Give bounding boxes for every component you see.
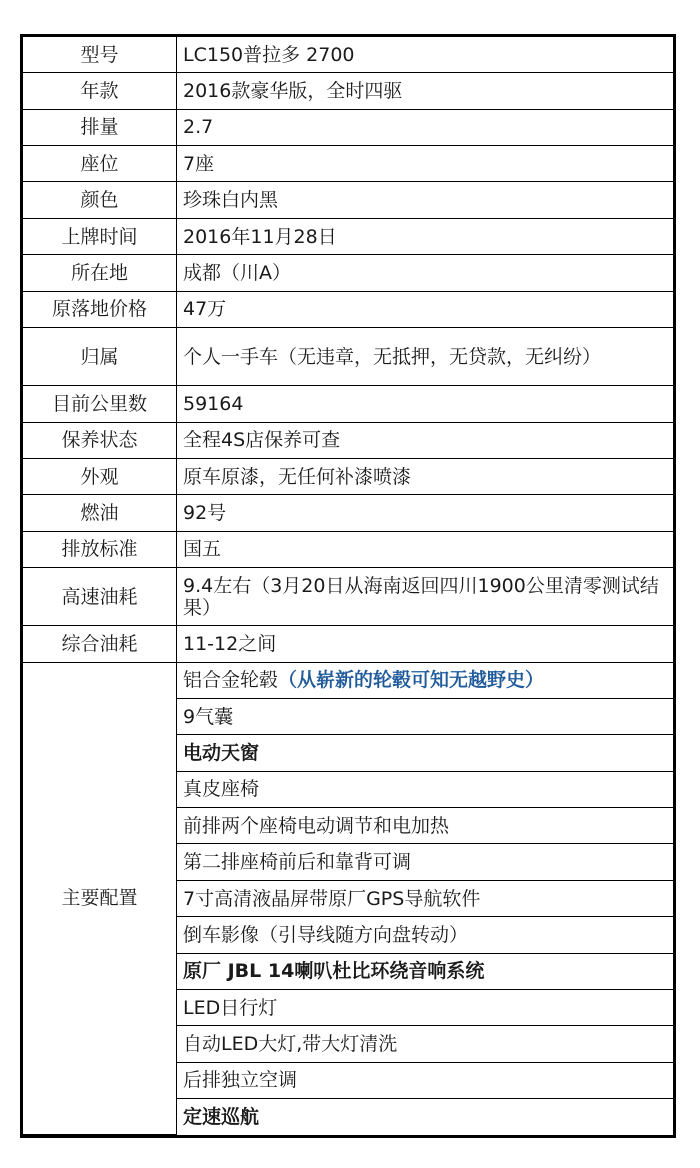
row-label: 归属 — [23, 327, 177, 385]
row-label: 排放标准 — [23, 531, 177, 567]
row-label: 座位 — [23, 146, 177, 182]
row-label: 排量 — [23, 109, 177, 145]
row-label: 上牌时间 — [23, 218, 177, 254]
row-value: 9.4左右（3月20日从海南返回四川1900公里清零测试结果） — [177, 568, 674, 626]
table-row — [23, 422, 673, 458]
row-label: 所在地 — [23, 255, 177, 291]
config-item: 真皮座椅 — [177, 771, 674, 807]
table-row — [23, 218, 673, 254]
table-row — [23, 626, 673, 662]
config-row — [23, 662, 673, 698]
row-label: 高速油耗 — [23, 568, 177, 626]
table-row — [23, 37, 673, 73]
config-item: LED日行灯 — [177, 989, 674, 1025]
row-value: 7座 — [177, 146, 674, 182]
table-row — [23, 255, 673, 291]
config-item: 后排独立空调 — [177, 1062, 674, 1098]
row-value: 2.7 — [177, 109, 674, 145]
config-label: 主要配置 — [23, 662, 177, 1134]
table-row — [23, 327, 673, 385]
row-value: 11-12之间 — [177, 626, 674, 662]
config-item: 7寸高清液晶屏带原厂GPS导航软件 — [177, 880, 674, 916]
table-row — [23, 386, 673, 422]
row-label: 目前公里数 — [23, 386, 177, 422]
row-value: 47万 — [177, 291, 674, 327]
config-item: 倒车影像（引导线随方向盘转动） — [177, 917, 674, 953]
row-label: 颜色 — [23, 182, 177, 218]
row-value: 92号 — [177, 495, 674, 531]
row-label: 综合油耗 — [23, 626, 177, 662]
row-value: 珍珠白内黑 — [177, 182, 674, 218]
row-value: LC150普拉多 2700 — [177, 37, 674, 73]
table-row — [23, 568, 673, 626]
spec-sheet — [20, 34, 676, 1138]
row-label: 年款 — [23, 73, 177, 109]
row-value: 全程4S店保养可查 — [177, 422, 674, 458]
config-item: 电动天窗 — [177, 735, 674, 771]
config-item-text: 铝合金轮毂 — [183, 669, 279, 692]
table-row — [23, 531, 673, 567]
config-item: 原厂 JBL 14喇叭杜比环绕音响系统 — [177, 953, 674, 989]
row-label: 燃油 — [23, 495, 177, 531]
row-value: 2016年11月28日 — [177, 218, 674, 254]
table-row — [23, 182, 673, 218]
config-item: 9气囊 — [177, 698, 674, 734]
row-label: 型号 — [23, 37, 177, 73]
row-value: 个人一手车（无违章，无抵押，无贷款，无纠纷） — [177, 327, 674, 385]
table-row — [23, 458, 673, 494]
table-row — [23, 495, 673, 531]
config-item: 自动LED大灯,带大灯清洗 — [177, 1026, 674, 1062]
row-value: 原车原漆，无任何补漆喷漆 — [177, 458, 674, 494]
row-label: 保养状态 — [23, 422, 177, 458]
config-item: 前排两个座椅电动调节和电加热 — [177, 808, 674, 844]
spec-table — [23, 37, 673, 1135]
row-value: 2016款豪华版，全时四驱 — [177, 73, 674, 109]
row-value: 成都（川A） — [177, 255, 674, 291]
table-row — [23, 146, 673, 182]
table-row — [23, 109, 673, 145]
table-row — [23, 291, 673, 327]
config-item: 定速巡航 — [177, 1099, 674, 1135]
row-value: 国五 — [177, 531, 674, 567]
row-label: 原落地价格 — [23, 291, 177, 327]
config-item: 第二排座椅前后和靠背可调 — [177, 844, 674, 880]
row-value: 59164 — [177, 386, 674, 422]
table-row — [23, 73, 673, 109]
row-label: 外观 — [23, 458, 177, 494]
config-item-note: （从崭新的轮毂可知无越野史） — [278, 669, 545, 692]
config-item — [177, 662, 674, 698]
